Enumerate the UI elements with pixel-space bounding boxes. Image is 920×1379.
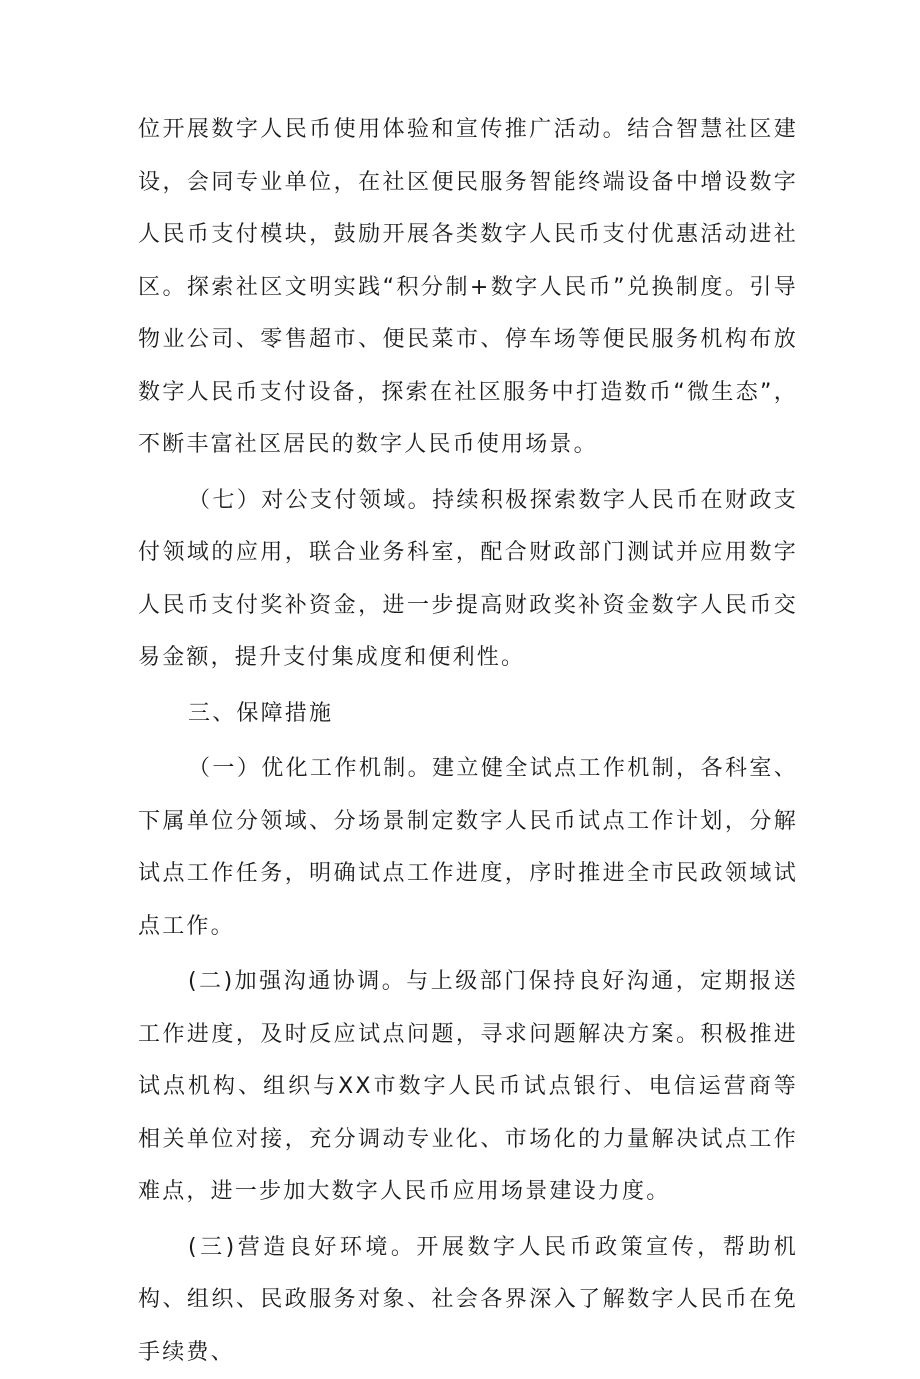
document-body <box>138 104 798 1379</box>
paragraph-public-payment: （七）对公支付领域。持续积极探索数字人民币在财政支付领域的应用，联合业务科室，配合财政部门测试并应用数字人民币支付奖补资金，进一步提高财政奖补资金数字人民币交易金额，提升支付集成度和便利性。 <box>138 475 798 685</box>
section-heading-safeguards: 三、保障措施 <box>138 688 798 741</box>
paragraph-community-payment: 位开展数字人民币使用体验和宣传推广活动。结合智慧社区建设，会同专业单位，在社区便民服务智能终端设备中增设数字人民币支付模块，鼓励开展各类数字人民币支付优惠活动进社区。探索社区文明实践“积分制+数字人民币”兑换制度。引导物业公司、零售超市、便民菜市、停车场等便民服务机构布放数字人民币支付设备，探索在社区服务中打造数币“微生态”，不断丰富社区居民的数字人民币使用场景。 <box>138 104 798 472</box>
paragraph-coordination: (二)加强沟通协调。与上级部门保持良好沟通，定期报送工作进度，及时反应试点问题，寻求问题解决方案。积极推进试点机构、组织与XX市数字人民币试点银行、电信运营商等相关单位对接，充分调动专业化、市场化的力量解决试点工作难点，进一步加大数字人民币应用场景建设力度。 <box>138 956 798 1219</box>
paragraph-environment: (三)营造良好环境。开展数字人民币政策宣传，帮助机构、组织、民政服务对象、社会各界深入了解数字人民币在免手续费、 <box>138 1222 798 1379</box>
paragraph-work-mechanism: （一）优化工作机制。建立健全试点工作机制，各科室、下属单位分领域、分场景制定数字人民币试点工作计划，分解试点工作任务，明确试点工作进度，序时推进全市民政领域试点工作。 <box>138 743 798 953</box>
